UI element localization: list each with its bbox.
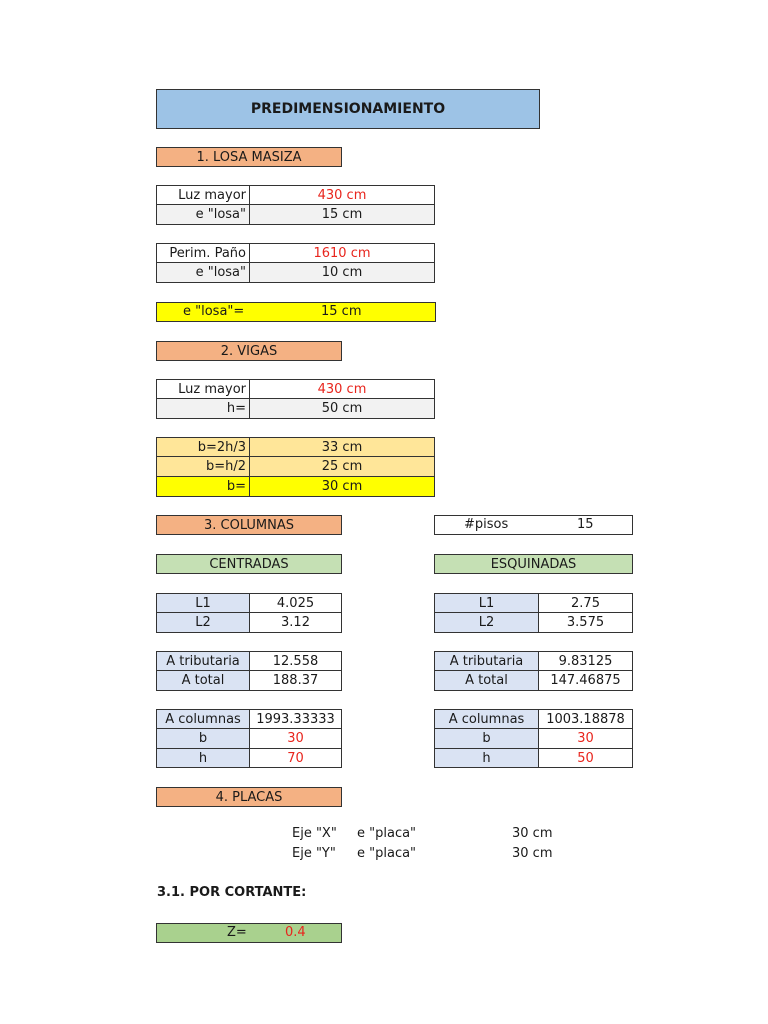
centradas-h-label: h [156,748,250,768]
cortante-heading: 3.1. POR CORTANTE: [157,885,307,900]
vigas-b2-value: 25 cm [249,456,435,477]
pisos-box [434,515,633,535]
z-label: Z= [227,925,247,940]
centradas-atotal-label: A total [156,670,250,691]
centradas-atrib-label: A tributaria [156,651,250,671]
esquinadas-atotal-label: A total [434,670,539,691]
esquinadas-h-label: h [434,748,539,768]
centradas-atotal-value: 188.37 [249,670,342,691]
centradas-l2-label: L2 [156,612,250,633]
losa-perim-label: Perim. Paño [156,243,250,263]
centradas-acol-value: 1993.33333 [249,709,342,729]
esquinadas-atotal-value: 147.46875 [538,670,633,691]
esquinadas-b-value: 30 [538,728,633,749]
section-vigas-header: 2. VIGAS [156,341,342,361]
vigas-h-value: 50 cm [249,398,435,419]
vigas-b2-label: b=h/2 [156,456,250,477]
losa-result [156,302,436,322]
esquinadas-atrib-value: 9.83125 [538,651,633,671]
page-title: PREDIMENSIONAMIENTO [156,89,540,129]
losa-result-label: e "losa"= [183,304,245,319]
vigas-b3-value: 30 cm [249,476,435,497]
vigas-b1-value: 33 cm [249,437,435,457]
placa-x-value: 30 cm [512,826,553,841]
z-value: 0.4 [285,925,306,940]
placa-y-eje: Eje "Y" [292,846,336,861]
section-columnas-header: 3. COLUMNAS [156,515,342,535]
esquinadas-h-value: 50 [538,748,633,768]
losa-perim-value: 1610 cm [249,243,435,263]
centradas-l1-value: 4.025 [249,593,342,613]
losa-luz-label: Luz mayor [156,185,250,205]
esquinadas-l1-value: 2.75 [538,593,633,613]
vigas-h-label: h= [156,398,250,419]
esquinadas-atrib-label: A tributaria [434,651,539,671]
esquinadas-b-label: b [434,728,539,749]
esquinadas-l1-label: L1 [434,593,539,613]
esquinadas-header: ESQUINADAS [434,554,633,574]
vigas-luz-label: Luz mayor [156,379,250,399]
losa-e2-value: 10 cm [249,262,435,283]
losa-luz-value: 430 cm [249,185,435,205]
placa-x-eje: Eje "X" [292,826,337,841]
esquinadas-l2-value: 3.575 [538,612,633,633]
centradas-l2-value: 3.12 [249,612,342,633]
placa-x-label: e "placa" [357,826,417,841]
esquinadas-acol-value: 1003.18878 [538,709,633,729]
esquinadas-l2-label: L2 [434,612,539,633]
centradas-l1-label: L1 [156,593,250,613]
centradas-acol-label: A columnas [156,709,250,729]
centradas-b-value: 30 [249,728,342,749]
losa-e2-label: e "losa" [156,262,250,283]
vigas-luz-value: 430 cm [249,379,435,399]
placa-y-value: 30 cm [512,846,553,861]
losa-result-value: 15 cm [321,304,362,319]
esquinadas-acol-label: A columnas [434,709,539,729]
losa-e-value: 15 cm [249,204,435,225]
section-losa-header: 1. LOSA MASIZA [156,147,342,167]
pisos-value: 15 [577,517,594,532]
losa-e-label: e "losa" [156,204,250,225]
section-placas-header: 4. PLACAS [156,787,342,807]
placa-y-label: e "placa" [357,846,417,861]
centradas-atrib-value: 12.558 [249,651,342,671]
vigas-b3-label: b= [156,476,250,497]
centradas-b-label: b [156,728,250,749]
vigas-b1-label: b=2h/3 [156,437,250,457]
z-box [156,923,342,943]
centradas-header: CENTRADAS [156,554,342,574]
pisos-label: #pisos [464,517,509,532]
centradas-h-value: 70 [249,748,342,768]
